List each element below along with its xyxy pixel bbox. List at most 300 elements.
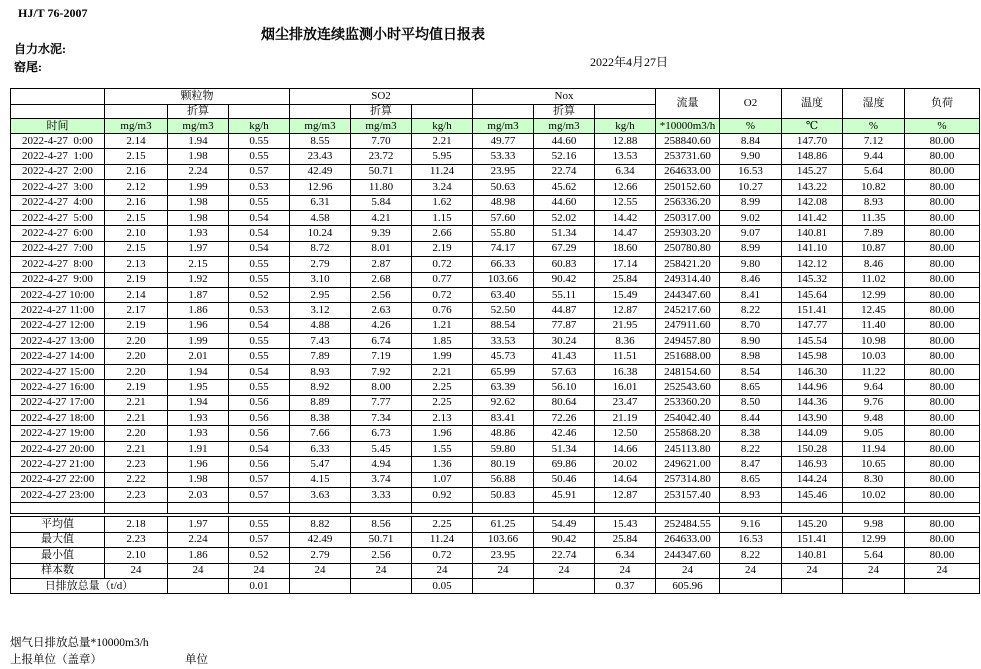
value-cell: 147.77 xyxy=(782,318,843,333)
value-cell xyxy=(782,578,843,593)
value-cell: 1.99 xyxy=(168,180,229,195)
value-cell: 72.26 xyxy=(534,411,595,426)
value-cell: 0.54 xyxy=(229,441,290,456)
value-cell: 1.36 xyxy=(412,457,473,472)
value-cell: 11.35 xyxy=(843,210,905,225)
value-cell: 24 xyxy=(229,563,290,578)
value-cell: 1.98 xyxy=(168,195,229,210)
value-cell xyxy=(720,578,782,593)
value-cell: 0.37 xyxy=(595,578,656,593)
value-cell: 8.93 xyxy=(290,364,351,379)
header-unit: % xyxy=(843,119,905,134)
value-cell: 250780.80 xyxy=(656,241,720,256)
time-cell: 2022-4-27 6:00 xyxy=(11,226,105,241)
value-cell: 8.38 xyxy=(720,426,782,441)
value-cell: 145.64 xyxy=(782,287,843,302)
value-cell: 2.24 xyxy=(168,532,229,547)
value-cell: 1.91 xyxy=(168,441,229,456)
time-cell: 2022-4-27 5:00 xyxy=(11,210,105,225)
value-cell: 17.14 xyxy=(595,257,656,272)
report-unit-label: 上报单位（盖章） xyxy=(10,654,102,666)
value-cell: 2.15 xyxy=(105,241,168,256)
value-cell: 61.25 xyxy=(473,517,534,532)
value-cell: 24 xyxy=(905,563,980,578)
value-cell: 0.53 xyxy=(229,180,290,195)
value-cell: 2.21 xyxy=(105,441,168,456)
header-blank xyxy=(290,105,351,119)
value-cell: 2.01 xyxy=(168,349,229,364)
value-cell: 6.73 xyxy=(351,426,412,441)
value-cell: 254042.40 xyxy=(656,411,720,426)
value-cell: 8.89 xyxy=(290,395,351,410)
value-cell: 12.87 xyxy=(595,487,656,502)
blank-cell xyxy=(843,503,905,514)
report-date: 2022年4月27日 xyxy=(590,55,669,69)
blank-cell xyxy=(11,503,105,514)
header-group: Nox xyxy=(473,89,656,105)
standard-code: HJ/T 76-2007 xyxy=(18,6,88,20)
value-cell: 6.34 xyxy=(595,548,656,563)
value-cell: 5.47 xyxy=(290,457,351,472)
value-cell: 0.54 xyxy=(229,210,290,225)
table-row xyxy=(11,395,980,410)
value-cell: 80.00 xyxy=(905,411,980,426)
value-cell: 7.89 xyxy=(290,349,351,364)
value-cell: 141.42 xyxy=(782,210,843,225)
value-cell: 255868.20 xyxy=(656,426,720,441)
value-cell: 0.54 xyxy=(229,226,290,241)
table-row xyxy=(11,257,980,272)
value-cell: 52.50 xyxy=(473,303,534,318)
value-cell: 10.87 xyxy=(843,241,905,256)
header-unit: mg/m3 xyxy=(290,119,351,134)
value-cell: 45.91 xyxy=(534,487,595,502)
value-cell: 80.00 xyxy=(905,517,980,532)
value-cell: 0.56 xyxy=(229,457,290,472)
value-cell: 50.63 xyxy=(473,180,534,195)
value-cell: 8.82 xyxy=(290,517,351,532)
value-cell: 264633.00 xyxy=(656,164,720,179)
report-table xyxy=(10,88,980,594)
value-cell: 1.93 xyxy=(168,226,229,241)
value-cell: 0.56 xyxy=(229,411,290,426)
value-cell: 44.60 xyxy=(534,195,595,210)
value-cell: 88.54 xyxy=(473,318,534,333)
blank-cell xyxy=(168,503,229,514)
value-cell: 1.21 xyxy=(412,318,473,333)
value-cell: 0.72 xyxy=(412,257,473,272)
value-cell: 14.47 xyxy=(595,226,656,241)
value-cell: 8.70 xyxy=(720,318,782,333)
value-cell: 146.93 xyxy=(782,457,843,472)
header-time: 时间 xyxy=(11,119,105,134)
value-cell: 18.60 xyxy=(595,241,656,256)
value-cell: 0.57 xyxy=(229,487,290,502)
value-cell: 9.39 xyxy=(351,226,412,241)
value-cell: 24 xyxy=(595,563,656,578)
value-cell xyxy=(473,578,534,593)
value-cell: 244347.60 xyxy=(656,287,720,302)
value-cell: 74.17 xyxy=(473,241,534,256)
daily-total-label: 日排放总量（t/d） xyxy=(11,578,168,593)
value-cell: 22.74 xyxy=(534,548,595,563)
header-blank xyxy=(229,105,290,119)
value-cell: 0.01 xyxy=(229,578,290,593)
value-cell: 1.62 xyxy=(412,195,473,210)
value-cell: 2.17 xyxy=(105,303,168,318)
value-cell: 80.00 xyxy=(905,349,980,364)
value-cell: 2.68 xyxy=(351,272,412,287)
value-cell: 1.96 xyxy=(168,318,229,333)
blank-cell xyxy=(473,503,534,514)
value-cell: 14.66 xyxy=(595,441,656,456)
blank-cell xyxy=(905,503,980,514)
value-cell: 23.47 xyxy=(595,395,656,410)
value-cell: 249621.00 xyxy=(656,457,720,472)
value-cell: 45.62 xyxy=(534,180,595,195)
value-cell: 11.24 xyxy=(412,164,473,179)
value-cell: 50.83 xyxy=(473,487,534,502)
value-cell: 8.22 xyxy=(720,441,782,456)
value-cell: 10.82 xyxy=(843,180,905,195)
value-cell: 9.76 xyxy=(843,395,905,410)
value-cell: 80.00 xyxy=(905,487,980,502)
value-cell: 77.87 xyxy=(534,318,595,333)
value-cell: 2.16 xyxy=(105,164,168,179)
time-cell: 2022-4-27 17:00 xyxy=(11,395,105,410)
summary-row-max xyxy=(11,532,980,547)
value-cell: 1.15 xyxy=(412,210,473,225)
value-cell: 7.92 xyxy=(351,364,412,379)
value-cell: 23.43 xyxy=(290,149,351,164)
value-cell: 1.92 xyxy=(168,272,229,287)
value-cell: 2.23 xyxy=(105,457,168,472)
value-cell: 24 xyxy=(412,563,473,578)
value-cell: 0.77 xyxy=(412,272,473,287)
value-cell: 245113.80 xyxy=(656,441,720,456)
value-cell: 23.95 xyxy=(473,164,534,179)
value-cell: 52.16 xyxy=(534,149,595,164)
value-cell: 6.33 xyxy=(290,441,351,456)
value-cell: 51.34 xyxy=(534,441,595,456)
value-cell: 44.60 xyxy=(534,134,595,149)
header-row-groups xyxy=(11,89,980,105)
value-cell: 55.11 xyxy=(534,287,595,302)
value-cell: 2.19 xyxy=(412,241,473,256)
value-cell: 2.24 xyxy=(168,164,229,179)
value-cell: 253360.20 xyxy=(656,395,720,410)
value-cell: 8.65 xyxy=(720,380,782,395)
value-cell: 12.96 xyxy=(290,180,351,195)
value-cell xyxy=(168,578,229,593)
table-row xyxy=(11,226,980,241)
value-cell: 80.00 xyxy=(905,195,980,210)
time-cell: 2022-4-27 7:00 xyxy=(11,241,105,256)
value-cell: 5.64 xyxy=(843,164,905,179)
value-cell: 8.84 xyxy=(720,134,782,149)
summary-row-samples xyxy=(11,563,980,578)
value-cell: 80.00 xyxy=(905,226,980,241)
value-cell: 55.80 xyxy=(473,226,534,241)
value-cell: 2.23 xyxy=(105,487,168,502)
value-cell: 48.86 xyxy=(473,426,534,441)
time-cell: 2022-4-27 1:00 xyxy=(11,149,105,164)
table-row xyxy=(11,426,980,441)
value-cell: 8.55 xyxy=(290,134,351,149)
value-cell: 11.51 xyxy=(595,349,656,364)
value-cell: 9.48 xyxy=(843,411,905,426)
value-cell: 2.79 xyxy=(290,257,351,272)
value-cell: 20.02 xyxy=(595,457,656,472)
header-unit: % xyxy=(905,119,980,134)
value-cell: 2.15 xyxy=(105,149,168,164)
table-row xyxy=(11,149,980,164)
value-cell: 141.10 xyxy=(782,241,843,256)
value-cell: 14.42 xyxy=(595,210,656,225)
value-cell: 80.00 xyxy=(905,364,980,379)
value-cell: 253157.40 xyxy=(656,487,720,502)
time-cell: 2022-4-27 3:00 xyxy=(11,180,105,195)
value-cell: 2.13 xyxy=(105,257,168,272)
value-cell: 8.93 xyxy=(720,487,782,502)
value-cell: 45.73 xyxy=(473,349,534,364)
value-cell: 2.14 xyxy=(105,134,168,149)
value-cell: 7.12 xyxy=(843,134,905,149)
value-cell: 8.01 xyxy=(351,241,412,256)
header-blank xyxy=(595,105,656,119)
value-cell: 9.98 xyxy=(843,517,905,532)
company-label: 自力水泥: xyxy=(14,42,66,56)
value-cell: 8.00 xyxy=(351,380,412,395)
value-cell: 24 xyxy=(656,563,720,578)
value-cell: 8.36 xyxy=(595,334,656,349)
value-cell: 2.21 xyxy=(412,364,473,379)
summary-row-average xyxy=(11,517,980,532)
value-cell: 16.38 xyxy=(595,364,656,379)
value-cell: 16.53 xyxy=(720,532,782,547)
value-cell: 252543.60 xyxy=(656,380,720,395)
value-cell: 2.25 xyxy=(412,517,473,532)
value-cell: 42.49 xyxy=(290,164,351,179)
value-cell: 4.26 xyxy=(351,318,412,333)
table-row xyxy=(11,472,980,487)
value-cell: 56.88 xyxy=(473,472,534,487)
value-cell: 103.66 xyxy=(473,272,534,287)
value-cell: 21.19 xyxy=(595,411,656,426)
value-cell: 8.30 xyxy=(843,472,905,487)
value-cell: 1.95 xyxy=(168,380,229,395)
value-cell: 8.72 xyxy=(290,241,351,256)
blank-cell xyxy=(412,503,473,514)
value-cell: 140.81 xyxy=(782,548,843,563)
value-cell: 7.43 xyxy=(290,334,351,349)
value-cell: 151.41 xyxy=(782,532,843,547)
value-cell: 12.50 xyxy=(595,426,656,441)
value-cell: 24 xyxy=(720,563,782,578)
value-cell: 54.49 xyxy=(534,517,595,532)
value-cell: 11.24 xyxy=(412,532,473,547)
value-cell: 8.50 xyxy=(720,395,782,410)
blank-cell xyxy=(534,503,595,514)
value-cell: 3.74 xyxy=(351,472,412,487)
table-row xyxy=(11,180,980,195)
value-cell: 52.02 xyxy=(534,210,595,225)
summary-row-min xyxy=(11,548,980,563)
value-cell: 2.12 xyxy=(105,180,168,195)
value-cell: 143.22 xyxy=(782,180,843,195)
value-cell: 80.19 xyxy=(473,457,534,472)
value-cell: 80.00 xyxy=(905,548,980,563)
value-cell: 2.16 xyxy=(105,195,168,210)
value-cell: 12.66 xyxy=(595,180,656,195)
value-cell: 2.22 xyxy=(105,472,168,487)
value-cell: 80.00 xyxy=(905,303,980,318)
blank-cell xyxy=(720,503,782,514)
value-cell: 12.55 xyxy=(595,195,656,210)
table-row xyxy=(11,380,980,395)
value-cell: 24 xyxy=(290,563,351,578)
value-cell: 80.00 xyxy=(905,149,980,164)
value-cell: 10.65 xyxy=(843,457,905,472)
value-cell: 8.44 xyxy=(720,411,782,426)
value-cell: 145.32 xyxy=(782,272,843,287)
value-cell: 0.55 xyxy=(229,517,290,532)
table-row xyxy=(11,334,980,349)
value-cell: 63.39 xyxy=(473,380,534,395)
location-label: 窑尾: xyxy=(14,60,42,74)
unit-label: 单位 xyxy=(185,654,208,666)
blank-cell xyxy=(105,503,168,514)
value-cell: 145.54 xyxy=(782,334,843,349)
value-cell: 8.54 xyxy=(720,364,782,379)
value-cell: 145.20 xyxy=(782,517,843,532)
header-single: O2 xyxy=(720,89,782,119)
value-cell: 0.55 xyxy=(229,257,290,272)
value-cell: 25.84 xyxy=(595,272,656,287)
header-single: 流量 xyxy=(656,89,720,119)
value-cell: 56.10 xyxy=(534,380,595,395)
value-cell: 5.64 xyxy=(843,548,905,563)
value-cell: 250152.60 xyxy=(656,180,720,195)
value-cell: 80.00 xyxy=(905,334,980,349)
value-cell: 8.98 xyxy=(720,349,782,364)
value-cell: 2.03 xyxy=(168,487,229,502)
value-cell: 247911.60 xyxy=(656,318,720,333)
value-cell: 50.71 xyxy=(351,532,412,547)
value-cell: 2.79 xyxy=(290,548,351,563)
time-cell: 2022-4-27 8:00 xyxy=(11,257,105,272)
value-cell: 0.56 xyxy=(229,395,290,410)
value-cell: 3.63 xyxy=(290,487,351,502)
value-cell: 259303.20 xyxy=(656,226,720,241)
blank-cell xyxy=(351,503,412,514)
table-row xyxy=(11,272,980,287)
value-cell: 144.96 xyxy=(782,380,843,395)
table-row xyxy=(11,164,980,179)
value-cell: 151.41 xyxy=(782,303,843,318)
value-cell: 80.00 xyxy=(905,134,980,149)
value-cell: 7.89 xyxy=(843,226,905,241)
value-cell: 258421.20 xyxy=(656,257,720,272)
value-cell: 12.99 xyxy=(843,287,905,302)
value-cell: 0.55 xyxy=(229,380,290,395)
value-cell: 9.05 xyxy=(843,426,905,441)
table-row xyxy=(11,487,980,502)
header-converted: 折算 xyxy=(534,105,595,119)
value-cell: 48.98 xyxy=(473,195,534,210)
summary-label: 平均值 xyxy=(11,517,105,532)
value-cell: 1.94 xyxy=(168,395,229,410)
value-cell: 2.66 xyxy=(412,226,473,241)
value-cell: 3.24 xyxy=(412,180,473,195)
header-row-units xyxy=(11,119,980,134)
value-cell: 7.77 xyxy=(351,395,412,410)
value-cell: 8.56 xyxy=(351,517,412,532)
value-cell: 90.42 xyxy=(534,532,595,547)
value-cell: 60.83 xyxy=(534,257,595,272)
value-cell: 0.52 xyxy=(229,548,290,563)
value-cell: 2.21 xyxy=(105,411,168,426)
value-cell: 7.66 xyxy=(290,426,351,441)
value-cell: 11.94 xyxy=(843,441,905,456)
time-cell: 2022-4-27 13:00 xyxy=(11,334,105,349)
value-cell: 13.53 xyxy=(595,149,656,164)
value-cell: 41.43 xyxy=(534,349,595,364)
value-cell xyxy=(351,578,412,593)
header-blank xyxy=(105,105,168,119)
time-cell: 2022-4-27 22:00 xyxy=(11,472,105,487)
value-cell: 2.95 xyxy=(290,287,351,302)
value-cell: 80.00 xyxy=(905,164,980,179)
value-cell: 257314.80 xyxy=(656,472,720,487)
header-group: 颗粒物 xyxy=(105,89,290,105)
value-cell: 15.49 xyxy=(595,287,656,302)
header-unit: ℃ xyxy=(782,119,843,134)
value-cell: 4.58 xyxy=(290,210,351,225)
time-cell: 2022-4-27 4:00 xyxy=(11,195,105,210)
value-cell: 143.90 xyxy=(782,411,843,426)
value-cell: 1.93 xyxy=(168,426,229,441)
value-cell: 1.07 xyxy=(412,472,473,487)
value-cell: 249314.40 xyxy=(656,272,720,287)
daily-total-row xyxy=(11,578,980,593)
value-cell: 2.10 xyxy=(105,548,168,563)
value-cell: 50.71 xyxy=(351,164,412,179)
value-cell: 23.72 xyxy=(351,149,412,164)
value-cell: 146.30 xyxy=(782,364,843,379)
value-cell: 8.22 xyxy=(720,548,782,563)
value-cell: 2.19 xyxy=(105,272,168,287)
value-cell: 140.81 xyxy=(782,226,843,241)
value-cell: 2.20 xyxy=(105,426,168,441)
value-cell: 9.90 xyxy=(720,149,782,164)
header-unit: kg/h xyxy=(595,119,656,134)
value-cell: 25.84 xyxy=(595,532,656,547)
value-cell: 80.00 xyxy=(905,272,980,287)
value-cell: 2.19 xyxy=(105,318,168,333)
value-cell: 2.19 xyxy=(105,380,168,395)
value-cell: 252484.55 xyxy=(656,517,720,532)
value-cell: 1.55 xyxy=(412,441,473,456)
value-cell: 57.60 xyxy=(473,210,534,225)
value-cell: 6.34 xyxy=(595,164,656,179)
value-cell: 1.96 xyxy=(412,426,473,441)
value-cell: 22.74 xyxy=(534,164,595,179)
value-cell: 2.13 xyxy=(412,411,473,426)
value-cell: 3.12 xyxy=(290,303,351,318)
value-cell: 16.53 xyxy=(720,164,782,179)
value-cell: 11.22 xyxy=(843,364,905,379)
